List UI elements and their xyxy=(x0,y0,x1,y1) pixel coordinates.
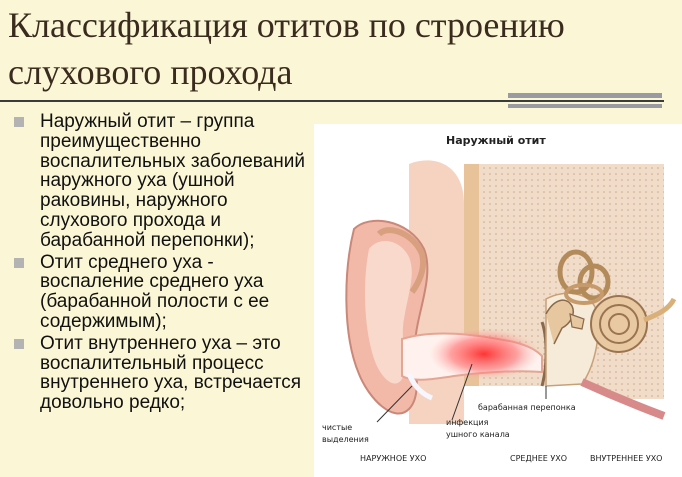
label-middle-ear: СРЕДНЕЕ УХО xyxy=(510,454,568,463)
label-infection-line-1: инфекция xyxy=(446,418,489,427)
ear-anatomy-illustration xyxy=(314,124,682,477)
bullet-text: Наружный отит – группа преимущественно воспалительных заболеваний наружного уха (ушной раковины, наружного слухового прохода и барабанной перепонки); xyxy=(40,111,305,251)
bullet-text: Отит внутреннего уха – это воспалительный процесс внутреннего уха, встречается довольно редко; xyxy=(40,332,302,414)
title-divider xyxy=(0,100,664,102)
title-accent-bar xyxy=(508,104,662,108)
bullet-marker-icon xyxy=(14,339,24,349)
ear-anatomy-figure xyxy=(314,124,682,477)
bullet-item xyxy=(10,253,310,332)
figure-heading: Наружный отит xyxy=(446,134,546,147)
bullet-item xyxy=(10,112,310,251)
canal-inflammation xyxy=(429,328,539,380)
title-accent-bar xyxy=(508,93,662,98)
label-eardrum: барабанная перепонка xyxy=(478,403,576,412)
slide-title: Классификация отитов по строению слухового прохода xyxy=(8,5,565,92)
bullet-item xyxy=(10,334,310,413)
bullet-marker-icon xyxy=(14,258,24,268)
bullet-marker-icon xyxy=(14,117,24,127)
label-infection-line-2: ушного канала xyxy=(446,430,510,439)
label-discharge-line-1: чистые xyxy=(322,423,353,432)
label-outer-ear: НАРУЖНОЕ УХО xyxy=(360,454,427,463)
label-inner-ear: ВНУТРЕННЕЕ УХО xyxy=(590,454,663,463)
bullet-text: Отит среднего уха - воспаление среднего уха (барабанной полости с ее содержимым); xyxy=(40,251,270,332)
label-discharge-line-2: выделения xyxy=(322,435,369,444)
bullet-list xyxy=(10,112,310,415)
